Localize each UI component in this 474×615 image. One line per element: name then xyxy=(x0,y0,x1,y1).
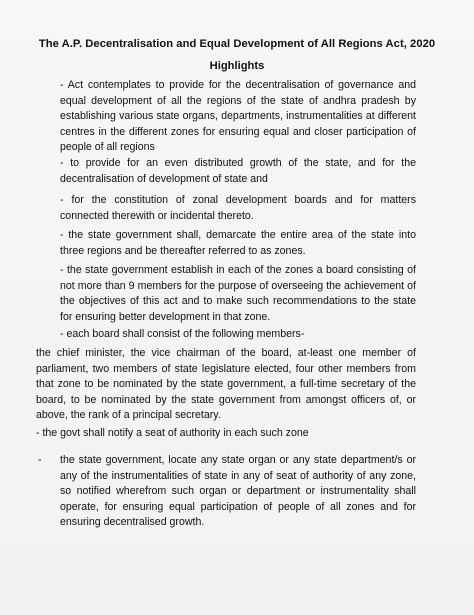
paragraph-three-regions: - the state government shall, demarcate the entire area of the state into three regions and be thereafter referred to as zones. xyxy=(60,229,416,257)
bullet-dash: - xyxy=(38,454,42,466)
member-list-text: the chief minister, the vice chairman of the board, at-least one member of parliament, two members of state legislature elected, four other members from that zone to be nominated by the state government, a full-time secretary of the board, to be nominated by the state government from amongst officers of, or above, the rank of a principal secretary. xyxy=(36,347,416,422)
paragraph-state-organs-location: the state government, locate any state organ or any state department/s or any of the instrumentalities of state in any of seat of authority of any zone, so notified wherefrom such organ or department or instrumentality shall operate, for ensuring equal participation of people of all zones and for ensuring decentralised growth. xyxy=(60,454,416,529)
paragraph-act-purpose: - Act contemplates to provide for the decentralisation of governance and equal development of all the regions of the state of andhra pradesh by establishing various state organs, departments, instrumentalities at different centres in the different zones for ensuring equal and closer participation of people of all regions xyxy=(60,79,416,154)
paragraph-board-members-limit: - the state government establish in each of the zones a board consisting of not more than 9 members for the purpose of overseeing the achievement of the objectives of this act and to make such recommendations to the state for ensuring better development in that zone. xyxy=(60,264,416,323)
paragraph-board-composition: - each board shall consist of the following members- xyxy=(60,328,305,340)
document-subtitle: Highlights xyxy=(209,60,265,72)
paragraph-even-growth: - to provide for an even distributed growth of the state, and for the decentralisation of development of state and xyxy=(60,157,416,185)
document-title: The A.P. Decentralisation and Equal Development of All Regions Act, 2020 xyxy=(38,38,436,50)
paragraph-zonal-boards: - for the constitution of zonal development boards and for matters connected therewith or incidental thereto. xyxy=(60,194,416,222)
paragraph-seat-of-authority: - the govt shall notify a seat of authority in each such zone xyxy=(36,427,309,439)
paragraph-member-list xyxy=(36,346,416,424)
